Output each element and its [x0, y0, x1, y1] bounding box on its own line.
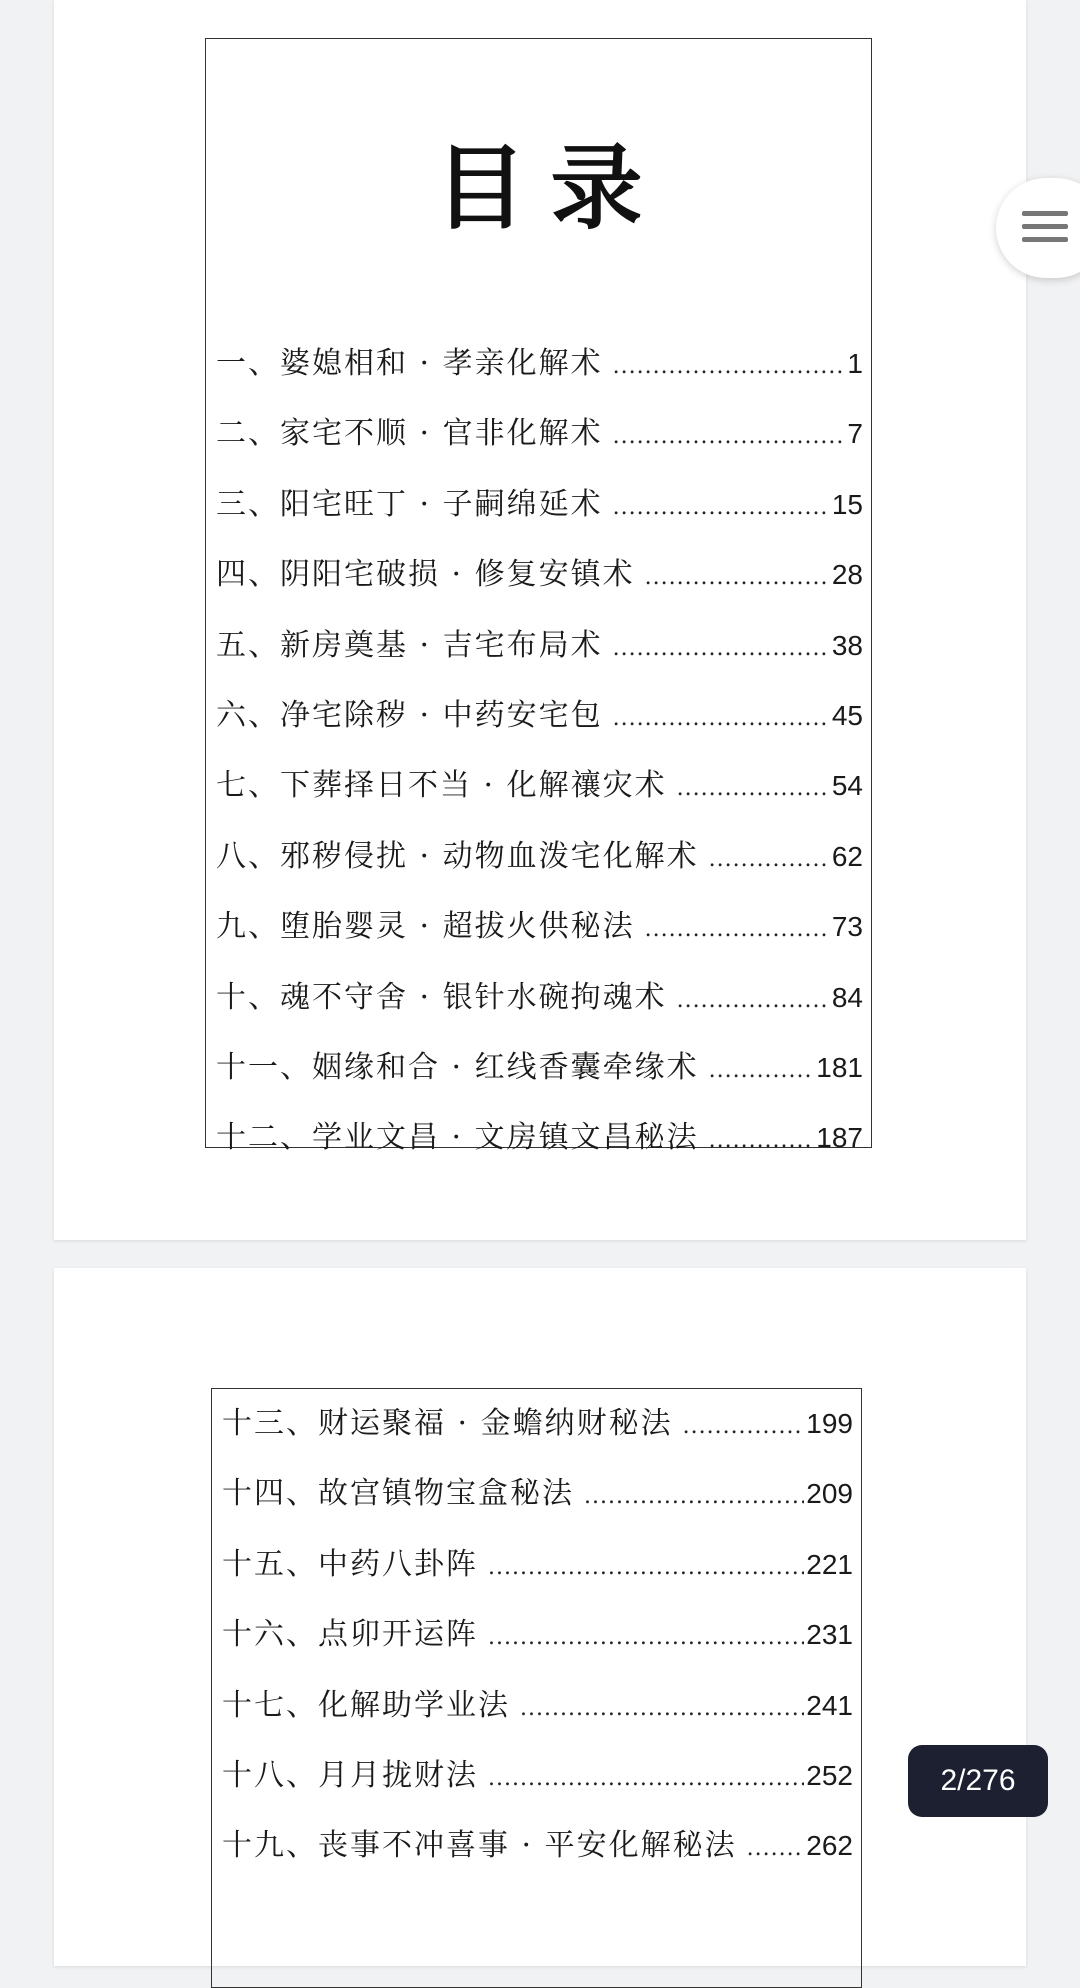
toc-leader-dots — [613, 402, 846, 472]
toc-leader-dots — [520, 1674, 804, 1744]
toc-entry-title: 十二、学业文昌 · 文房镇文昌秘法 — [216, 1120, 699, 1156]
toc-entry-page-number: 187 — [816, 1122, 863, 1154]
toc-entry-page-number: 262 — [806, 1830, 853, 1862]
toc-entry[interactable] — [216, 822, 863, 892]
toc-leader-dots — [613, 614, 830, 684]
toc-entry-title: 十三、财运聚福 · 金蟾纳财秘法 — [222, 1406, 673, 1441]
toc-leader-dots — [709, 1106, 815, 1176]
toc-entry-page-number: 7 — [847, 418, 863, 450]
toc-entry[interactable] — [222, 1671, 853, 1741]
toc-leader-dots — [683, 1392, 805, 1462]
toc-leader-dots — [709, 1036, 815, 1106]
toc-leader-dots — [645, 895, 830, 965]
toc-list — [222, 1389, 853, 1882]
toc-entry-title: 十、魂不守舍 · 银针水碗拘魂术 — [216, 979, 667, 1015]
toc-leader-dots — [747, 1814, 805, 1884]
toc-entry-title: 七、下葬择日不当 · 化解禳灾术 — [216, 768, 667, 804]
hamburger-menu-icon — [1022, 211, 1068, 250]
toc-frame — [211, 1388, 862, 1988]
toc-leader-dots — [645, 543, 830, 613]
toc-entry[interactable] — [216, 681, 863, 751]
toc-entry-page-number: 221 — [806, 1548, 853, 1580]
toc-entry-page-number: 84 — [831, 981, 863, 1013]
toc-entry-page-number: 1 — [847, 348, 863, 379]
toc-entry-title: 二、家宅不顺 · 官非化解术 — [216, 416, 603, 452]
toc-leader-dots — [584, 1462, 804, 1532]
toc-entry[interactable] — [216, 1103, 863, 1173]
document-page-2 — [54, 1268, 1026, 1966]
toc-entry-page-number: 209 — [806, 1478, 853, 1510]
toc-title: 目录 — [434, 135, 667, 242]
toc-entry[interactable] — [222, 1600, 853, 1670]
toc-entry-page-number: 252 — [806, 1759, 853, 1791]
toc-entry[interactable] — [222, 1389, 853, 1459]
toc-entry-page-number: 38 — [831, 629, 863, 661]
toc-entry[interactable] — [216, 329, 863, 399]
toc-entry-page-number: 54 — [831, 770, 863, 802]
toc-entry-page-number: 28 — [831, 559, 863, 591]
toc-leader-dots — [613, 332, 846, 402]
toc-entry-title: 三、阳宅旺丁 · 子嗣绵延术 — [216, 486, 603, 522]
toc-entry-title: 六、净宅除秽 · 中药安宅包 — [216, 697, 603, 733]
toc-entry-page-number: 199 — [806, 1408, 853, 1439]
toc-leader-dots — [488, 1533, 804, 1603]
toc-entry-title: 十一、姻缘和合 · 红线香囊牵缘术 — [216, 1049, 699, 1085]
toc-entry-title: 八、邪秽侵扰 · 动物血泼宅化解术 — [216, 838, 699, 874]
toc-entry-title: 九、堕胎婴灵 · 超拔火供秘法 — [216, 909, 635, 945]
toc-entry-title: 十七、化解助学业法 — [222, 1687, 510, 1723]
toc-frame — [205, 38, 872, 1156]
toc-entry[interactable] — [216, 1033, 863, 1103]
toc-entry-page-number: 15 — [831, 488, 863, 520]
page-indicator: 2/276 — [908, 1745, 1048, 1817]
toc-entry[interactable] — [216, 892, 863, 962]
toc-entry[interactable] — [222, 1741, 853, 1811]
toc-leader-dots — [613, 473, 830, 543]
toc-entry-page-number: 62 — [831, 840, 863, 872]
toc-entry-page-number: 181 — [816, 1051, 863, 1083]
toc-list — [216, 329, 863, 1174]
toc-leader-dots — [488, 1603, 804, 1673]
toc-leader-dots — [613, 684, 830, 754]
toc-leader-dots — [677, 754, 830, 824]
toc-entry-title: 十六、点卯开运阵 — [222, 1617, 478, 1653]
toc-entry-title: 五、新房奠基 · 吉宅布局术 — [216, 627, 603, 663]
toc-leader-dots — [709, 825, 830, 895]
toc-entry[interactable] — [216, 751, 863, 821]
toc-entry[interactable] — [222, 1459, 853, 1529]
toc-entry[interactable] — [216, 399, 863, 469]
toc-entry-title: 四、阴阳宅破损 · 修复安镇术 — [216, 557, 635, 593]
toc-entry[interactable] — [216, 540, 863, 610]
toc-entry-title: 十四、故宫镇物宝盒秘法 — [222, 1476, 574, 1512]
toc-entry[interactable] — [222, 1530, 853, 1600]
toc-entry-page-number: 73 — [831, 911, 863, 943]
toc-entry-title: 一、婆媳相和 · 孝亲化解术 — [216, 346, 603, 381]
toc-leader-dots — [677, 966, 830, 1036]
toc-entry[interactable] — [216, 611, 863, 681]
toc-entry-page-number: 241 — [806, 1689, 853, 1721]
toc-entry-page-number: 231 — [806, 1619, 853, 1651]
toc-entry-page-number: 45 — [831, 699, 863, 731]
toc-entry-title: 十九、丧事不冲喜事 · 平安化解秘法 — [222, 1828, 737, 1864]
toc-entry[interactable] — [216, 470, 863, 540]
toc-entry[interactable] — [222, 1811, 853, 1881]
toc-entry[interactable] — [216, 963, 863, 1033]
toc-entry-title: 十五、中药八卦阵 — [222, 1546, 478, 1582]
document-page-1 — [54, 0, 1026, 1240]
toc-leader-dots — [488, 1744, 804, 1814]
toc-entry-title: 十八、月月拢财法 — [222, 1757, 478, 1793]
